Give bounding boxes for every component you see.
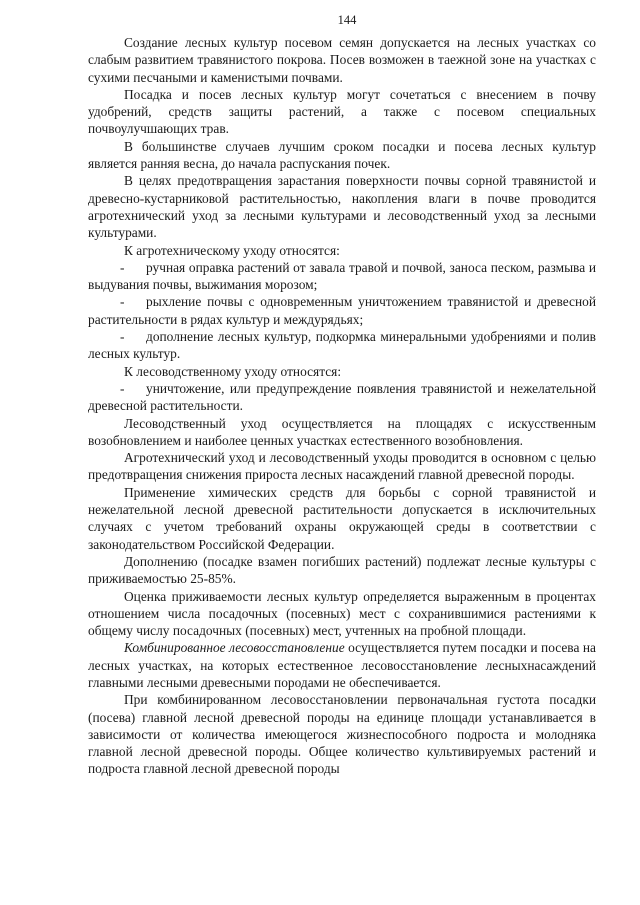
- paragraph-combined-restoration: [88, 639, 596, 691]
- paragraph-care-purpose: В целях предотвращения зарастания поверхности почвы сорной травянистой и древесно-кустарниковой растительностью, накопления влаги в почве проводится агротехнический уход за лесными культурами и лесоводственный уход за лесными культурами.: [88, 173, 596, 241]
- silvi-care-heading: К лесоводственному уходу относятся:: [124, 363, 342, 379]
- list-item: [88, 328, 596, 363]
- dash-bullet: -: [120, 259, 125, 275]
- paragraph-silvi-area: Лесоводственный уход осуществляется на площадях с искусственным возобновлением и наиболее ценных участках естественного возобновления.: [88, 415, 596, 448]
- paragraph-fertilizers: Посадка и посев лесных культур могут сочетаться с внесением в почву удобрений, средств защиты растений, а также с посевом специальных почвоулучшающих трав.: [88, 86, 596, 137]
- list-item-text: рыхление почвы с одновременным уничтожением травянистой и древесной растительности в рядах культур и междурядьях;: [88, 294, 596, 327]
- dash-bullet: -: [120, 294, 125, 310]
- paragraph-timing: В большинстве случаев лучшим сроком посадки и посева лесных культур является ранняя весна, до начала распускания почек.: [88, 138, 596, 172]
- paragraph-initial-density: При комбинированном лесовосстановлении первоначальная густота посадки (посева) главной лесной древесной породы на единице площади устанавливается в зависимости от количества имеющегося жизнеспособного подроста и молодняка главной лесной древесной породы. Общее количество культивируемых растений и подроста главной лесной древесной породы: [88, 692, 596, 777]
- agro-care-heading: К агротехническому уходу относятся:: [124, 242, 340, 258]
- paragraph-seeding: Создание лесных культур посевом семян допускается на лесных участках со слабым развитием травянистого покрова. Посев возможен в таежной зоне на участках с сухими песчаными и каменистыми почвами.: [88, 35, 596, 85]
- list-item-text: уничтожение, или предупреждение появления травянистой и нежелательной древесной растительности.: [88, 380, 596, 414]
- combined-restoration-text: осуществляется путем посадки и посева на лесных участках, на которых естественное лесовосстановление лесныхнасаждений главными лесными древесными породами не обеспечивается.: [88, 640, 596, 690]
- list-item-text: ручная оправка растений от завала травой и почвой, заноса песком, размыва и выдувания почвы, выжимания морозом;: [88, 259, 596, 293]
- paragraph-chemicals: Применение химических средств для борьбы с сорной травянистой и нежелательной лесной древесной растительности допускается в исключительных случаях с учетом требований охраны окружающей среды в соответствии с законодательством Российской Федерации.: [88, 484, 596, 552]
- paragraph-replanting: Дополнению (посадке взамен погибших растений) подлежат лесные культуры с приживаемостью 25-85%.: [88, 553, 596, 587]
- list-item-text: дополнение лесных культур, подкормка минеральными удобрениями и полив лесных культур.: [88, 329, 596, 362]
- dash-bullet: -: [120, 380, 125, 396]
- term-combined-restoration: Комбинированное лесовосстановление: [124, 640, 345, 656]
- list-item: [88, 293, 596, 328]
- list-item: [88, 259, 596, 294]
- paragraph-care-goal: Агротехнический уход и лесоводственный уходы проводится в основном с целью предотвращения снижения прироста лесных насаждений главной древесной породы.: [88, 450, 596, 483]
- dash-bullet: -: [120, 329, 125, 345]
- list-item: [88, 380, 596, 415]
- page-number: 144: [337, 13, 357, 27]
- paragraph-survival-rate: Оценка приживаемости лесных культур определяется выраженным в процентах отношением числа посадочных (посевных) мест с сохранившимися растениями к общему числу посадочных (посевных) мест, учтенных на пробной площади.: [88, 588, 596, 639]
